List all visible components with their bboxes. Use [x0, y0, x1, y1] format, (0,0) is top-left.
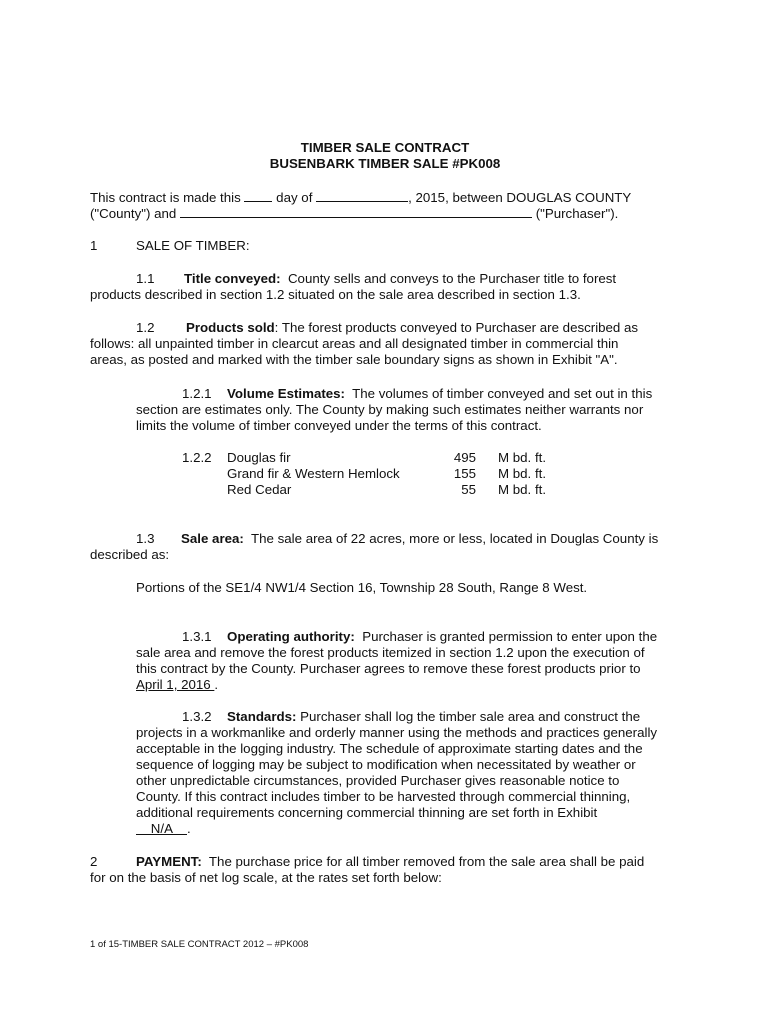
section-1-3-2-number: 1.3.2 [182, 709, 212, 724]
section-1-3-2-line-4: sequence of logging may be subject to modification when necessitated by weather or [136, 757, 636, 772]
volume-cell: 495 [453, 450, 476, 465]
intro-line-2: ("County") and ("Purchaser"). [90, 206, 619, 221]
page-footer: 1 of 15-TIMBER SALE CONTRACT 2012 – #PK008 [90, 939, 309, 950]
unit-cell: M bd. ft. [498, 466, 547, 481]
section-1-3-1-line-1: Operating authority: Purchaser is granted permission to enter upon the [227, 629, 658, 644]
species-cell: Red Cedar [227, 482, 292, 497]
section-1-2-line-3: areas, as posted and marked with the timber sale boundary signs as shown in Exhibit "A". [90, 352, 618, 367]
section-1-3-2-line-6: County. If this contract includes timber to be harvested through commercial thinning, [136, 789, 631, 804]
section-1-3-1-line-3: this contract by the County. Purchaser agrees to remove these forest products prior to [136, 661, 641, 676]
section-2-number: 2 [90, 854, 98, 869]
section-1-1-line-1: Title conveyed: County sells and conveys to the Purchaser title to forest [184, 271, 617, 286]
unit-cell: M bd. ft. [498, 482, 547, 497]
unit-cell: M bd. ft. [498, 450, 547, 465]
document-subtitle: BUSENBARK TIMBER SALE #PK008 [269, 156, 501, 171]
section-1-3-line-1: Sale area: The sale area of 22 acres, more or less, located in Douglas County is [181, 531, 659, 546]
species-cell: Douglas fir [227, 450, 291, 465]
day-blank[interactable] [244, 189, 272, 202]
section-1-3-line-2: described as: [90, 547, 170, 562]
species-cell: Grand fir & Western Hemlock [227, 466, 400, 481]
section-1-2-number: 1.2 [136, 320, 155, 335]
section-1-2-1-line-3: limits the volume of timber conveyed under the terms of this contract. [136, 418, 542, 433]
section-1-3-2-line-1: Standards: Purchaser shall log the timber sale area and construct the [227, 709, 641, 724]
section-1-2-1-line-1: Volume Estimates: The volumes of timber conveyed and set out in this [227, 386, 653, 401]
section-1-2-1-line-2: section are estimates only. The County by making such estimates neither warrants nor [136, 402, 644, 417]
removal-date: April 1, 2016 . [136, 677, 219, 692]
section-1-3-2-line-2: projects in a workmanlike and orderly manner using the methods and practices generally [136, 725, 658, 740]
section-1-2-2-number: 1.2.2 [182, 450, 212, 465]
volume-cell: 155 [453, 466, 476, 481]
volume-cell: 55 [461, 482, 476, 497]
section-1-3-1-number: 1.3.1 [182, 629, 212, 644]
month-blank[interactable] [316, 189, 408, 202]
legal-description: Portions of the SE1/4 NW1/4 Section 16, Township 28 South, Range 8 West. [136, 580, 588, 595]
section-1-number: 1 [90, 238, 98, 253]
exhibit-reference: N/A . [136, 821, 191, 836]
section-1-3-number: 1.3 [136, 531, 155, 546]
section-1-3-1-line-2: sale area and remove the forest products itemized in section 1.2 upon the execution of [136, 645, 645, 660]
section-1-3-2-line-3: acceptable in the logging industry. The schedule of approximate starting dates and the [136, 741, 643, 756]
section-1-3-2-line-5: other unpredictable circumstances, provided Purchaser gives reasonable notice to [136, 773, 620, 788]
section-1-heading: SALE OF TIMBER: [136, 238, 250, 253]
section-1-3-2-line-7: additional requirements concerning commercial thinning are set forth in Exhibit [136, 805, 598, 820]
section-2-line-2: for on the basis of net log scale, at the rates set forth below: [90, 870, 442, 885]
intro-line-1: This contract is made this day of , 2015, between DOUGLAS COUNTY [90, 190, 632, 205]
purchaser-blank[interactable] [180, 205, 532, 218]
section-1-1-number: 1.1 [136, 271, 155, 286]
section-1-1-line-2: products described in section 1.2 situated on the sale area described in section 1.3. [90, 287, 581, 302]
document-title: TIMBER SALE CONTRACT [300, 140, 470, 155]
section-1-2-1-number: 1.2.1 [182, 386, 212, 401]
section-1-2-line-1: Products sold: The forest products conveyed to Purchaser are described as [186, 320, 639, 335]
section-2-line-1: PAYMENT: The purchase price for all timber removed from the sale area shall be paid [136, 854, 645, 869]
section-1-2-line-2: follows: all unpainted timber in clearcut areas and all designated timber in commercial thin [90, 336, 619, 351]
